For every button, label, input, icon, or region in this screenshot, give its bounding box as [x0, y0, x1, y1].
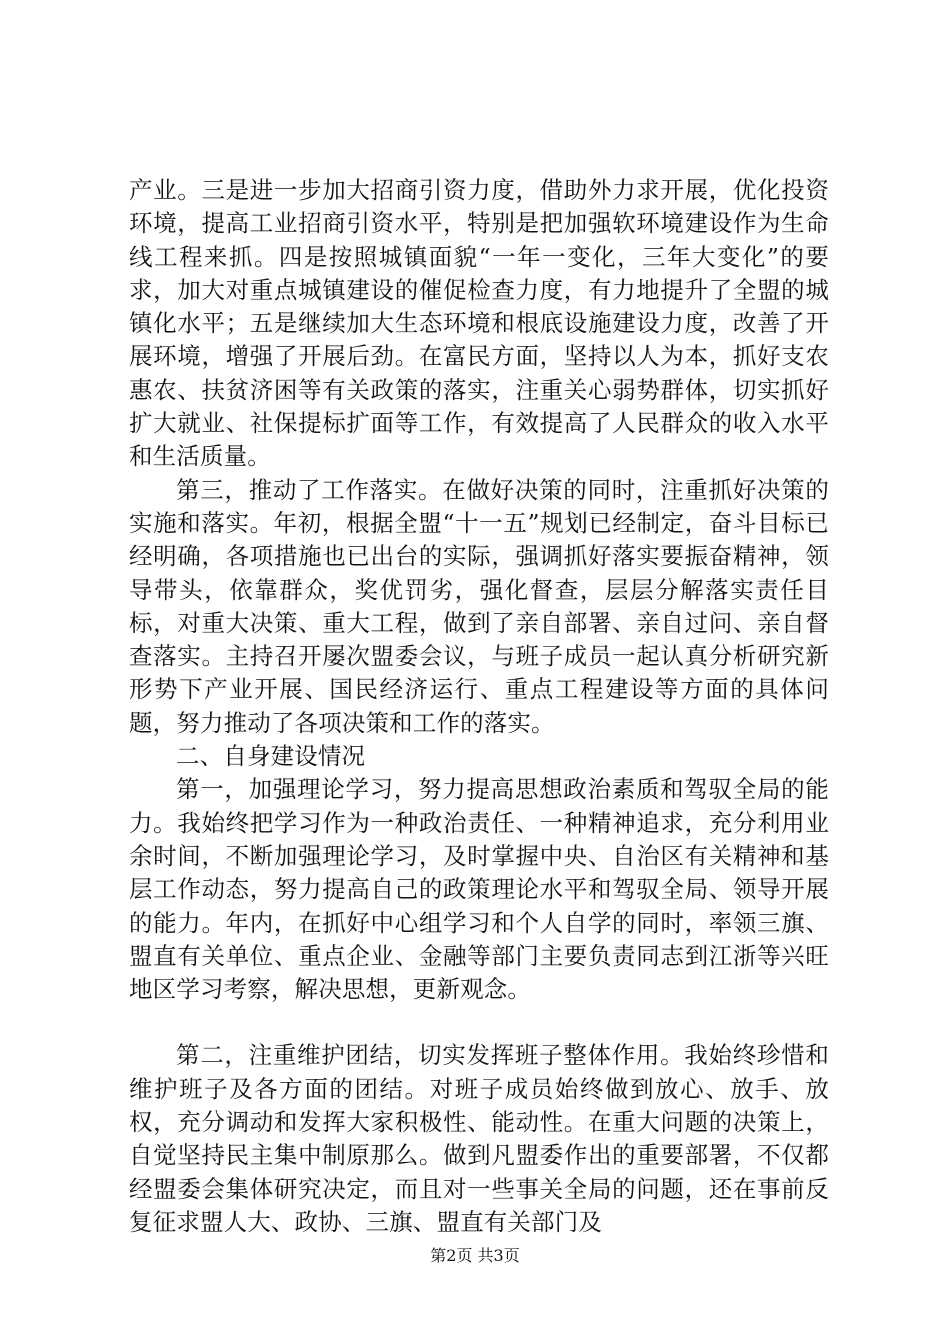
section-heading-self-construction: 二、自身建设情况 — [176, 742, 366, 771]
paragraph-second-unity: 第二，注重维护团结，切实发挥班子整体作用。我始终珍惜和维护班子及各方面的团结。对班子成员始终做到放心、放手、放权，充分调动和发挥大家积极性、能动性。在重大问题的决策上，自觉坚持民主集中制原那么。做到凡盟委作出的重要部署，不仅都经盟委会集体研究决定，而且对一些事关全局的问题，还在事前反复征求盟人大、政协、三旗、盟直有关部门及 — [129, 1041, 829, 1236]
paragraph-third-work-implementation: 第三，推动了工作落实。在做好决策的同时，注重抓好决策的实施和落实。年初，根据全盟“十一五”规划已经制定，奋斗目标已经明确，各项措施也已出台的实际，强调抓好落实要振奋精神，领导带头，依靠群众，奖优罚劣，强化督查，层层分解落实责任目标，对重大决策、重大工程，做到了亲自部署、亲自过问、亲自督查落实。主持召开屡次盟委会议，与班子成员一起认真分析研究新形势下产业开展、国民经济运行、重点工程建设等方面的具体问题，努力推动了各项决策和工作的落实。 — [129, 475, 829, 737]
document-body — [129, 174, 829, 1239]
page-number-footer: 第2页 共3页 — [430, 1246, 520, 1265]
paragraph-industry-continuation: 产业。三是进一步加大招商引资力度，借助外力求开展，优化投资环境，提高工业招商引资水平，特别是把加强软环境建设作为生命线工程来抓。四是按照城镇面貌“一年一变化，三年大变化”的要求，加大对重点城镇建设的催促检查力度，有力地提升了全盟的城镇化水平；五是继续加大生态环境和根底设施建设力度，改善了开展环境，增强了开展后劲。在富民方面，坚持以人为本，抓好支农惠农、扶贫济困等有关政策的落实，注重关心弱势群体，切实抓好扩大就业、社保提标扩面等工作，有效提高了人民群众的收入水平和生活质量。 — [129, 176, 829, 471]
paragraph-first-theory-study: 第一，加强理论学习，努力提高思想政治素质和驾驭全局的能力。我始终把学习作为一种政治责任、一种精神追求，充分利用业余时间，不断加强理论学习，及时掌握中央、自治区有关精神和基层工作动态，努力提高自己的政策理论水平和驾驭全局、领导开展的能力。年内，在抓好中心组学习和个人自学的同时，率领三旗、盟直有关单位、重点企业、金融等部门主要负责同志到江浙等兴旺地区学习考察，解决思想，更新观念。 — [129, 775, 829, 1004]
